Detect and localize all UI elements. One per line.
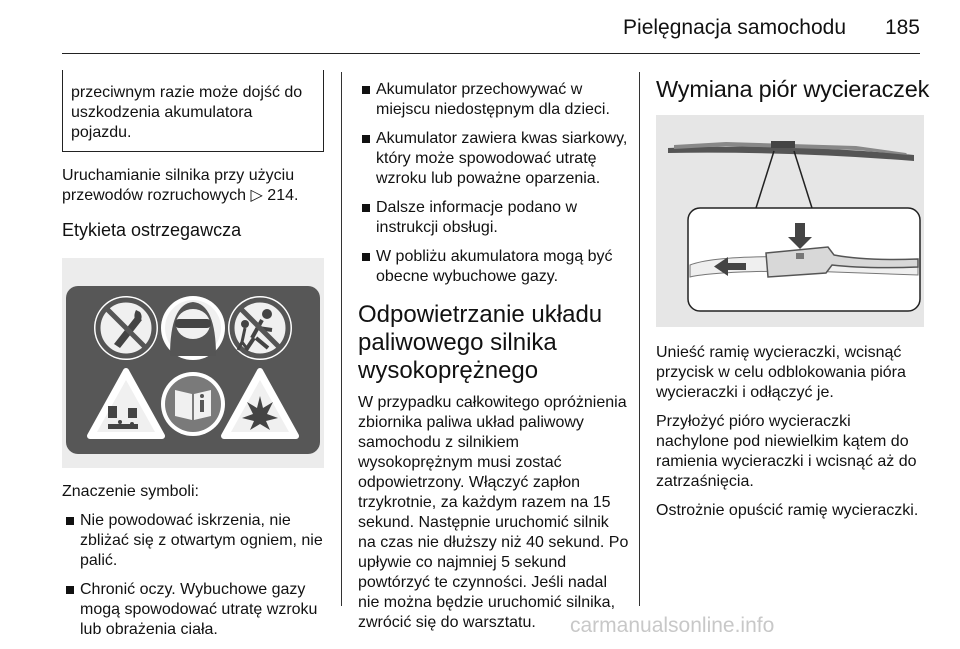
- eye-protection-icon: [161, 296, 225, 360]
- bullet-square-icon: [66, 586, 74, 594]
- list-item-text: Dalsze informacje podano w instrukcji obsługi.: [376, 199, 577, 236]
- section-title-warning-label: Etykieta ostrzegawcza: [62, 220, 242, 240]
- wiper-blade-illustration: [656, 115, 924, 327]
- jump-start-page[interactable]: 214.: [267, 187, 299, 204]
- list-item: [358, 129, 630, 189]
- keep-children-away-icon: [228, 296, 292, 360]
- column-3: [656, 75, 930, 530]
- list-item: [62, 580, 324, 640]
- read-manual-icon: [161, 372, 225, 436]
- column-divider: [341, 72, 342, 606]
- warning-label-symbols: [62, 258, 324, 468]
- wiper-step-2: Przyłożyć pióro wycieraczki nachylone pod niewielkim kątem do ramienia wycieraczki i wcisnąć aż do zatrzaśnięcia.: [656, 413, 917, 490]
- wiper-blade-figure: [656, 115, 924, 327]
- wiper-step-1: Unieść ramię wycieraczki, wcisnąć przycisk w celu odblokowania pióra wycieraczki i odłączyć je.: [656, 344, 906, 401]
- header-title: Pielęgnacja samochodu: [623, 16, 846, 39]
- no-fire-icon: [94, 296, 158, 360]
- page-number: 185: [884, 16, 920, 39]
- section-title-fuel-bleeding: Odpowietrzanie układu paliwowego silnika wysokoprężnego: [358, 301, 603, 384]
- header-rule: [62, 53, 920, 54]
- wiper-blade-overview: [668, 141, 914, 208]
- battery-warning-list: [358, 80, 630, 287]
- list-item-text: W pobliżu akumulatora mogą być obecne wybuchowe gazy.: [376, 248, 613, 285]
- watermark: carmanualsonline.info: [570, 614, 775, 637]
- wiper-step-3: Ostrożnie opuścić ramię wycieraczki.: [656, 502, 919, 519]
- warning-box: [62, 70, 324, 152]
- jump-start-text: Uruchamianie silnika przy użyciu przewodów rozruchowych: [62, 167, 295, 204]
- column-2: [358, 80, 630, 642]
- column-divider: [639, 72, 640, 606]
- list-item-text: Chronić oczy. Wybuchowe gazy mogą spowodować utratę wzroku lub obrażenia ciała.: [80, 581, 318, 638]
- explosion-warning-icon: [224, 371, 296, 436]
- symbol-meaning-list: [62, 511, 324, 640]
- list-item: [358, 80, 630, 120]
- symbols-intro: Znaczenie symboli:: [62, 483, 199, 500]
- bullet-square-icon: [362, 253, 370, 261]
- bullet-square-icon: [362, 204, 370, 212]
- list-item-text: Akumulator zawiera kwas siarkowy, który może spowodować utratę wzroku lub poważne oparzenia.: [376, 130, 628, 187]
- column-1: [62, 70, 324, 649]
- list-item: [358, 247, 630, 287]
- acid-warning-icon: [90, 371, 162, 436]
- bullet-square-icon: [66, 517, 74, 525]
- list-item-text: Nie powodować iskrzenia, nie zbliżać się z otwartym ogniem, nie palić.: [80, 512, 323, 569]
- list-item: [358, 198, 630, 238]
- fuel-bleeding-body: W przypadku całkowitego opróżnienia zbiornika paliwa układ paliwowy samochodu z silnikiem wysokoprężnym musi zostać odpowietrzony. Włączyć zapłon trzykrotnie, za każdym razem na 15 sekund. Następnie uruchomić silnik na czas nie dłuższy niż 40 sekund. Po upływie co najmniej 5 sekund powtórzyć te czynności. Jeśli nadal nie można będzie uruchomić silnika, zwrócić się do warsztatu.: [358, 394, 629, 631]
- bullet-square-icon: [362, 135, 370, 143]
- warning-text: przeciwnym razie może dojść do uszkodzenia akumulatora pojazdu.: [71, 84, 303, 141]
- section-title-wiper-blades: Wymiana piór wycieraczek: [656, 76, 930, 102]
- bullet-square-icon: [362, 86, 370, 94]
- jump-start-reference: [62, 166, 324, 206]
- warning-label-figure: [62, 258, 324, 468]
- list-item: [62, 511, 324, 571]
- page-ref-arrow-icon[interactable]: ▷: [250, 187, 263, 204]
- list-item-text: Akumulator przechowywać w miejscu niedostępnym dla dzieci.: [376, 81, 610, 118]
